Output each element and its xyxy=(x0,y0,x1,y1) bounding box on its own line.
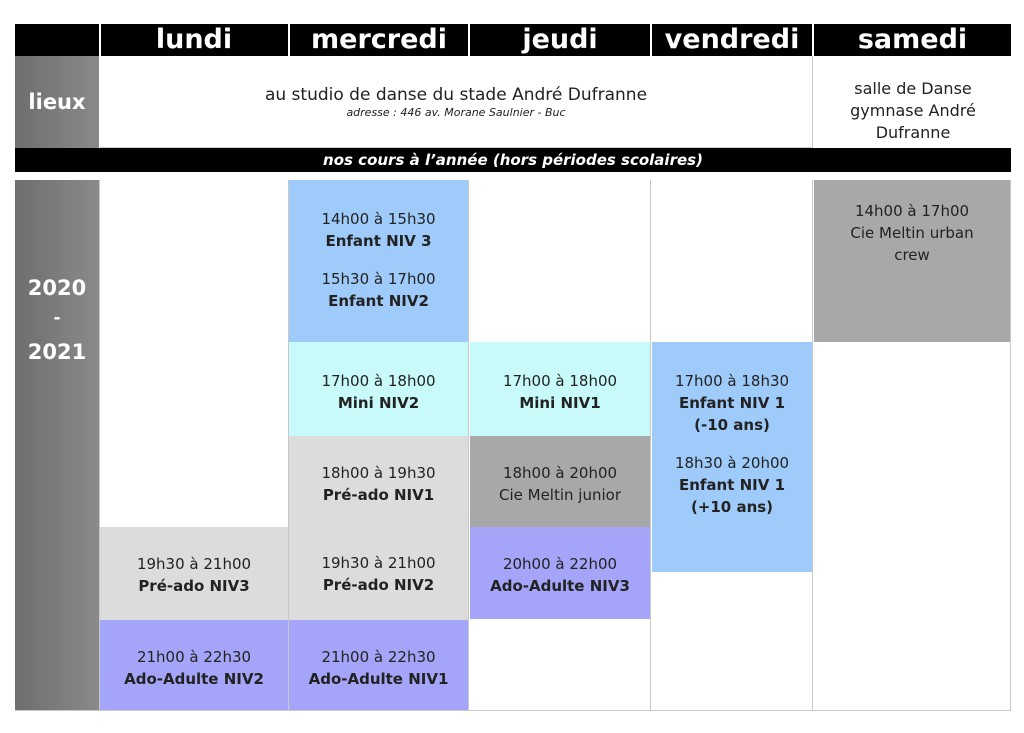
year-dash: - xyxy=(53,308,61,328)
day-header-lundi: lundi xyxy=(155,24,233,55)
course-name: Mini NIV1 xyxy=(519,394,601,412)
studio-name: au studio de danse du stade André Dufranne xyxy=(264,84,648,105)
course-name: Ado-Adulte NIV3 xyxy=(490,577,630,595)
course-name: Pré-ado NIV1 xyxy=(322,486,435,504)
course-time: 15h30 à 17h00 xyxy=(321,270,436,288)
samedi-location xyxy=(828,78,998,144)
lieux-label: lieux xyxy=(28,90,86,114)
course-time: 18h00 à 20h00 xyxy=(502,464,618,482)
divider xyxy=(1010,180,1011,710)
course-name: Cie Meltin urban crew xyxy=(850,224,974,264)
course-block-vendredi xyxy=(652,342,812,572)
banner-text: nos cours à l’année (hors périodes scolaires) xyxy=(323,151,703,169)
course-time: 18h30 à 20h00 xyxy=(674,454,790,472)
course-time: 14h00 à 15h30 xyxy=(321,210,436,228)
divider xyxy=(15,710,1011,711)
course-time: 18h00 à 19h30 xyxy=(321,464,436,482)
header-separator xyxy=(650,24,652,56)
header-separator xyxy=(812,24,814,56)
course-name: Ado-Adulte NIV1 xyxy=(308,670,449,688)
course-block-mercredi-afternoon xyxy=(289,180,468,342)
divider xyxy=(812,56,813,148)
course-time: 17h00 à 18h00 xyxy=(321,372,436,390)
course-samedi-cie xyxy=(814,180,1010,342)
header-separator xyxy=(468,24,470,56)
course-name: Enfant NIV2 xyxy=(328,292,429,310)
course-jeudi-cie xyxy=(470,436,650,527)
lieux-sidebar xyxy=(15,56,99,148)
divider xyxy=(468,180,469,710)
course-jeudi-mini xyxy=(470,342,650,436)
course-time: 14h00 à 17h00 xyxy=(854,202,970,220)
header-separator xyxy=(288,24,290,56)
course-name: Enfant NIV 1 xyxy=(678,476,786,494)
samedi-place: salle de Danse gymnase André Dufranne xyxy=(850,79,976,142)
course-name: Mini NIV2 xyxy=(337,394,420,412)
course-time: 21h00 à 22h30 xyxy=(136,648,252,666)
course-mercredi-preado xyxy=(289,436,468,620)
course-time: 17h00 à 18h30 xyxy=(674,372,790,390)
course-mercredi-mini xyxy=(289,342,468,436)
course-time: 21h00 à 22h30 xyxy=(321,648,436,666)
course-time: 19h30 à 21h00 xyxy=(136,555,252,573)
day-header-vendredi: vendredi xyxy=(664,24,800,55)
course-time: 20h00 à 22h00 xyxy=(502,555,618,573)
year-end: 2021 xyxy=(27,340,87,364)
course-name: Cie Meltin junior xyxy=(499,486,621,504)
course-name: Pré-ado NIV2 xyxy=(322,576,435,594)
course-name: Enfant NIV 3 xyxy=(325,232,432,250)
year-sidebar xyxy=(15,180,99,710)
studio-address: adresse : 446 av. Morane Saulnier - Buc xyxy=(346,105,566,119)
day-header-samedi: samedi xyxy=(857,24,968,55)
banner-bar xyxy=(15,148,1011,172)
studio-location xyxy=(100,56,812,148)
day-header-jeudi: jeudi xyxy=(522,24,598,55)
divider xyxy=(812,180,813,710)
course-name: Enfant NIV 1 xyxy=(678,394,786,412)
course-time: 19h30 à 21h00 xyxy=(321,554,436,572)
course-jeudi-adulte xyxy=(470,527,650,619)
course-lundi-adulte xyxy=(100,620,288,710)
course-mercredi-adulte xyxy=(289,620,468,710)
header-separator xyxy=(99,24,101,56)
course-age: (+10 ans) xyxy=(690,498,774,516)
day-header-mercredi: mercredi xyxy=(311,24,447,55)
course-name: Pré-ado NIV3 xyxy=(138,577,250,595)
divider xyxy=(650,180,651,710)
course-lundi-preado xyxy=(100,527,288,620)
course-name: Ado-Adulte NIV2 xyxy=(124,670,264,688)
year-start: 2020 xyxy=(27,276,87,300)
course-age: (-10 ans) xyxy=(694,416,770,434)
course-time: 17h00 à 18h00 xyxy=(502,372,618,390)
